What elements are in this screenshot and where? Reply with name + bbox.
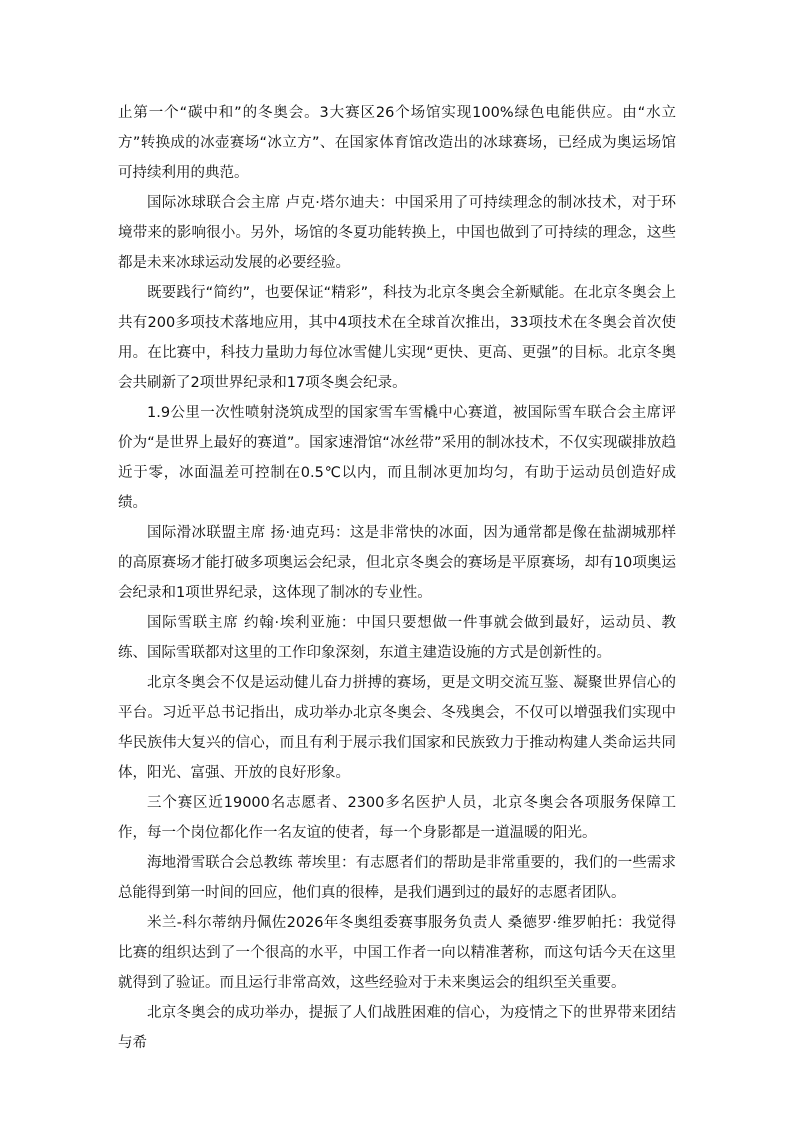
paragraph-11: 北京冬奥会的成功举办，提振了人们战胜困难的信心，为疫情之下的世界带来团结与希	[118, 1005, 676, 1051]
paragraph-4: 1.9公里一次性喷射浇筑成型的国家雪车雪橇中心赛道，被国际雪车联合会主席评价为“是世界上最好的赛道”。国家速滑馆“冰丝带”采用的制冰技术，不仅实现碳排放趋近于零，冰面温差可控制在0.5℃以内，而且制冰更加均匀，有助于运动员创造好成绩。	[118, 405, 676, 511]
document-body	[118, 98, 676, 1058]
paragraph-10: 米兰-科尔蒂纳丹佩佐2026年冬奥组委赛事服务负责人 桑德罗·维罗帕托：我觉得比赛的组织达到了一个很高的水平，中国工作者一向以精准著称，而这句话今天在这里就得到了验证。而且运行非常高效，这些经验对于未来奥运会的组织至关重要。	[118, 915, 676, 991]
paragraph-3: 既要践行“简约”，也要保证“精彩”，科技为北京冬奥会全新赋能。在北京冬奥会上共有200多项技术落地应用，其中4项技术在全球首次推出，33项技术在冬奥会首次使用。在比赛中，科技力量助力每位冰雪健儿实现“更快、更高、更强”的目标。北京冬奥会共刷新了2项世界纪录和17项冬奥会纪录。	[118, 285, 676, 391]
paragraph-1: 止第一个“碳中和”的冬奥会。3大赛区26个场馆实现100%绿色电能供应。由“水立方”转换成的冰壶赛场“冰立方”、在国家体育馆改造出的冰球赛场，已经成为奥运场馆可持续利用的典范。	[118, 105, 676, 181]
paragraph-2: 国际冰球联合会主席 卢克·塔尔迪夫：中国采用了可持续理念的制冰技术，对于环境带来的影响很小。另外，场馆的冬夏功能转换上，中国也做到了可持续的理念，这些都是未来冰球运动发展的必要经验。	[118, 195, 676, 271]
paragraph-8: 三个赛区近19000名志愿者、2300多名医护人员，北京冬奥会各项服务保障工作，每一个岗位都化作一名友谊的使者，每一个身影都是一道温暖的阳光。	[118, 795, 676, 841]
paragraph-5: 国际滑冰联盟主席 扬·迪克玛：这是非常快的冰面，因为通常都是像在盐湖城那样的高原赛场才能打破多项奥运会纪录，但北京冬奥会的赛场是平原赛场，却有10项奥运会纪录和1项世界纪录，这体现了制冰的专业性。	[118, 525, 676, 601]
paragraph-9: 海地滑雪联合会总教练 蒂埃里：有志愿者们的帮助是非常重要的，我们的一些需求总能得到第一时间的回应，他们真的很棒，是我们遇到过的最好的志愿者团队。	[118, 855, 676, 901]
paragraph-6: 国际雪联主席 约翰·埃利亚施：中国只要想做一件事就会做到最好，运动员、教练、国际雪联都对这里的工作印象深刻，东道主建造设施的方式是创新性的。	[118, 615, 676, 661]
paragraph-7: 北京冬奥会不仅是运动健儿奋力拼搏的赛场，更是文明交流互鉴、凝聚世界信心的平台。习近平总书记指出，成功举办北京冬奥会、冬残奥会，不仅可以增强我们实现中华民族伟大复兴的信心，而且有利于展示我们国家和民族致力于推动构建人类命运共同体，阳光、富强、开放的良好形象。	[118, 675, 676, 781]
